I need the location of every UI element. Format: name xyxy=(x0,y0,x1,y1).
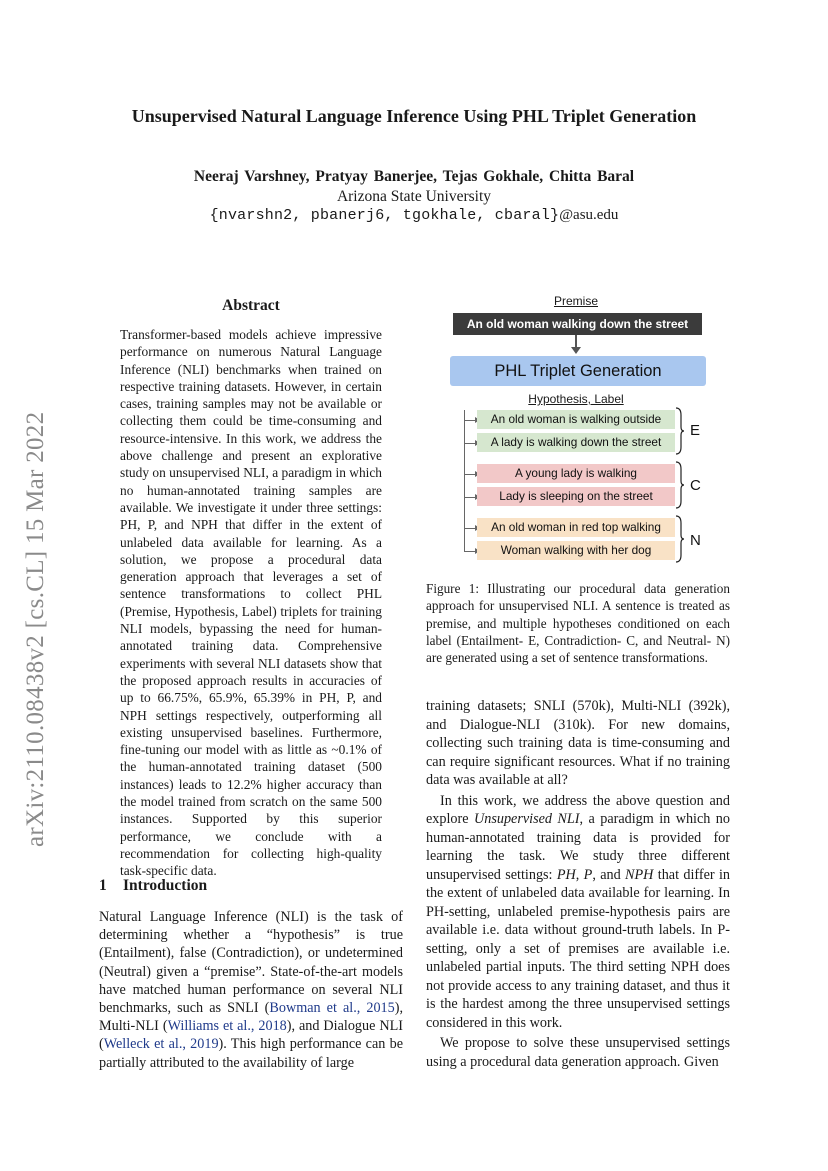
hypothesis-contra-1: A young lady is walking xyxy=(477,464,675,483)
intro-text: ). This high performance can be partially attributed to the availability of large xyxy=(99,1036,403,1071)
intro-text: that differ in the extent of unlabeled data available for learning. In PH-setting, unlabeled premise-hypothesis pairs are available i.e. data without ground-truth labels. In P-setting, only a set of premises are available i.e. unlabeled partial inputs. The third setting NPH does not provide access to any training dataset, and thus it is the hardest among the three unsupervised settings considered in this work. xyxy=(426,866,730,1031)
hypothesis-entail-1: An old woman is walking outside xyxy=(477,410,675,429)
email-usernames: {nvarshn2, pbanerj6, tgokhale, cbaral} xyxy=(209,207,560,224)
intro-text: , and xyxy=(592,866,626,883)
premise-label: Premise xyxy=(553,294,598,308)
setting-nph: NPH xyxy=(625,866,654,883)
section-number: 1 xyxy=(99,877,107,894)
branch-line xyxy=(464,410,465,552)
intro-text: In this work, we address the above question and explore xyxy=(426,792,730,827)
setting-ph: PH xyxy=(556,866,576,883)
hypothesis-neutral-2: Woman walking with her dog xyxy=(477,541,675,560)
down-arrow-head xyxy=(571,347,581,354)
intro-paragraph-1-cont: training datasets; SNLI (570k), Multi-NLI (392k), and Dialogue-NLI (310k). For new domains, collecting such training data is time-consuming and can require significant resources. What if no training data was available at all? xyxy=(426,698,730,788)
section-heading-introduction xyxy=(99,877,207,895)
intro-right-column xyxy=(426,697,730,1071)
term-unsupervised-nli: Unsupervised NLI xyxy=(473,811,580,827)
citation-williams[interactable]: Williams et al., 2018 xyxy=(167,1018,287,1035)
intro-text: , xyxy=(575,866,584,883)
intro-text: , a paradigm in which no human-annotated training data is provided for learning the task. We study three different unsupervised settings: xyxy=(426,811,730,883)
hypothesis-contra-2: Lady is sleeping on the street xyxy=(477,487,675,506)
arxiv-stamp: arXiv:2110.08438v2 [cs.CL] 15 Mar 2022 xyxy=(22,411,49,847)
intro-text: ), Multi-NLI ( xyxy=(99,1000,404,1035)
email-domain: @asu.edu xyxy=(559,207,619,223)
brace-neutral xyxy=(675,515,685,563)
abstract-body: Transformer-based models achieve impressive performance on numerous Natural Language Inference (NLI) benchmarks when trained on respective training datasets. However, in certain cases, training samples may not be available or collecting them could be time-consuming and resource-intensive. In this work, we address the above challenge and present an explorative study on unsupervised NLI, a paradigm in which no human-annotated training samples are available. We investigate it under three settings: PH, P, and NPH that differ in the extent of unlabeled data available for learning. As a solution, we propose a procedural data generation approach that leverages a set of sentence transformations to collect PHL (Premise, Hypothesis, Label) triplets for training NLI models, bypassing the need for human-annotated training data. Comprehensive experiments with several NLI datasets show that the proposed approach results in accuracies of up to 66.75%, 65.9%, 65.39% in PH, P, and NPH settings respectively, outperforming all existing unsupervised baselines. Furthermore, fine-tuning our model with as little as ~0.1% of the human-annotated training dataset (500 instances) leads to 12.2% higher accuracy than the model trained from scratch on the same 500 instances. Supported by this superior performance, we conclude with a recommendation for collecting high-quality task-specific data. xyxy=(120,327,382,879)
intro-paragraph-1 xyxy=(99,908,403,1072)
generator-box: PHL Triplet Generation xyxy=(450,356,706,386)
section-title: Introduction xyxy=(123,877,208,894)
brace-contradiction xyxy=(675,461,685,509)
citation-welleck[interactable]: Welleck et al., 2019 xyxy=(103,1036,219,1053)
intro-paragraph-3: We propose to solve these unsupervised settings using a procedural data generation approach. Given xyxy=(426,1035,730,1070)
label-entailment: E xyxy=(690,422,701,439)
intro-text: ), and Dialogue NLI ( xyxy=(99,1018,403,1053)
paper-title: Unsupervised Natural Language Inference Using PHL Triplet Generation xyxy=(131,106,697,126)
label-contradiction: C xyxy=(690,477,701,494)
citation-bowman[interactable]: Bowman et al., 2015 xyxy=(269,1000,395,1017)
intro-text: Natural Language Inference (NLI) is the task of determining whether a “hypothesis” is true (Entailment), false (Contradiction), or undetermined (Neutral) given a “premise”. State-of-the-art models have matched human performance on several NLI benchmarks, such as SNLI ( xyxy=(99,909,403,1017)
branch-arrow xyxy=(464,420,476,421)
author-list: Neeraj Varshney, Pratyay Banerjee, Tejas Gokhale, Chitta Baral xyxy=(193,168,635,185)
label-neutral: N xyxy=(690,532,701,549)
branch-arrow xyxy=(464,551,476,552)
hypothesis-neutral-1: An old woman in red top walking xyxy=(477,518,675,537)
abstract-heading: Abstract xyxy=(222,297,280,314)
setting-p: P xyxy=(583,866,593,883)
premise-box: An old woman walking down the street xyxy=(453,313,702,335)
branch-arrow xyxy=(464,474,476,475)
figure-1 xyxy=(450,292,710,572)
branch-arrow xyxy=(464,497,476,498)
hypothesis-entail-2: A lady is walking down the street xyxy=(477,433,675,452)
branch-arrow xyxy=(464,528,476,529)
hypothesis-label: Hypothesis, Label xyxy=(528,392,624,406)
brace-entail xyxy=(675,407,685,455)
figure-caption: Figure 1: Illustrating our procedural data generation approach for unsupervised NLI. A sentence is treated as premise, and multiple hypotheses conditioned on each label (Entailment- E, Contradiction- C, and Neutral- N) are generated using a set of sentence transformations. xyxy=(426,581,730,666)
author-emails xyxy=(0,207,828,224)
branch-arrow xyxy=(464,443,476,444)
affiliation: Arizona State University xyxy=(336,188,492,205)
intro-paragraph-2 xyxy=(426,792,730,1033)
